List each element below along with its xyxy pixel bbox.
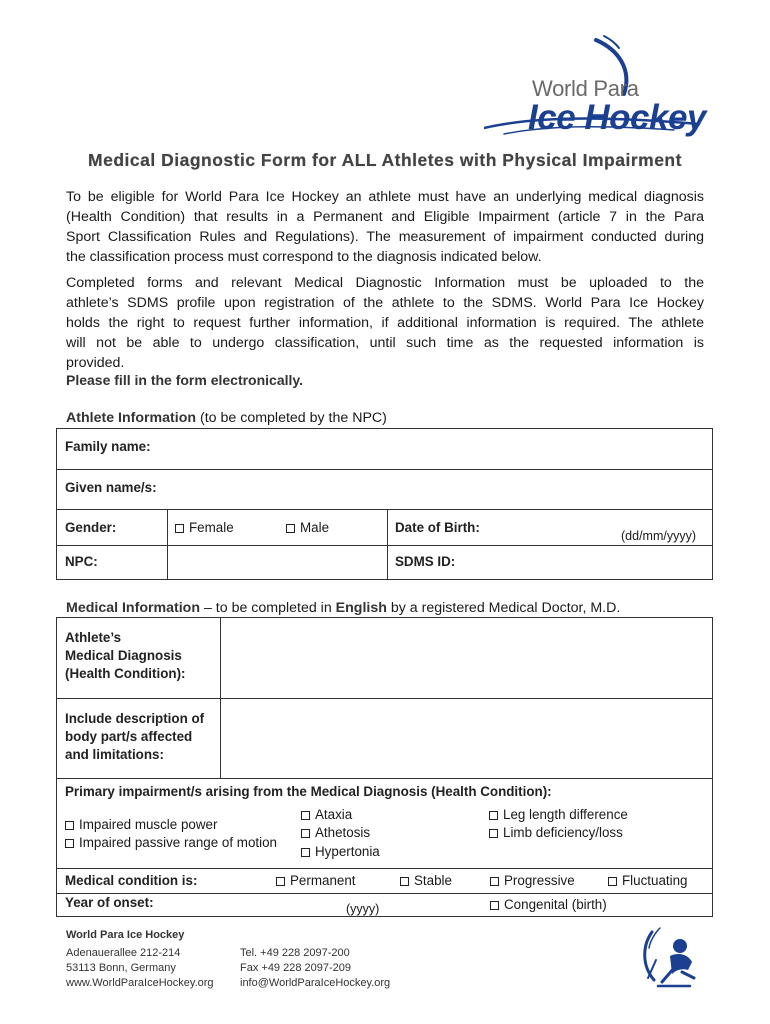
label-line: (Health Condition): [65, 666, 186, 681]
ataxia-option[interactable] [301, 807, 352, 822]
address-line: Adenauerallee 212-214 [66, 947, 181, 959]
option-label: Impaired passive range of motion [79, 835, 277, 850]
logo-text-world-para: World Para [532, 76, 639, 101]
label-line: body part/s affected [65, 729, 193, 744]
option-label: Progressive [504, 873, 575, 888]
congenital-option[interactable] [490, 897, 607, 912]
progressive-checkbox[interactable] [490, 877, 499, 886]
limb-deficiency-checkbox[interactable] [489, 829, 498, 838]
congenital-checkbox[interactable] [490, 901, 499, 910]
fax-number: Fax +49 228 2097-209 [240, 962, 352, 974]
medical-information-heading [66, 600, 620, 616]
athetosis-option[interactable] [301, 825, 370, 840]
male-checkbox[interactable] [286, 524, 295, 533]
ataxia-checkbox[interactable] [301, 811, 310, 820]
label-line: Athlete’s [65, 630, 122, 645]
section-note: by a registered Medical Doctor, M.D. [386, 600, 621, 616]
hypertonia-checkbox[interactable] [301, 848, 310, 857]
family-name-field[interactable] [177, 433, 707, 465]
table-rule [57, 469, 712, 470]
gender-label: Gender: [65, 520, 117, 535]
footer-address [66, 946, 214, 991]
given-names-label: Given name/s: [65, 480, 157, 495]
paragraph-line: provided. [66, 355, 125, 371]
option-label: Limb deficiency/loss [503, 825, 623, 840]
footer-contact [240, 946, 390, 991]
leg-length-difference-checkbox[interactable] [489, 811, 498, 820]
option-label: Congenital (birth) [504, 897, 607, 912]
paragraph-line: Completed forms and relevant Medical Diagnostic Information must be uploaded to the [66, 275, 704, 291]
fluctuating-option[interactable] [608, 873, 688, 888]
year-of-onset-label: Year of onset: [65, 895, 154, 910]
section-note: (to be completed by the NPC) [196, 410, 387, 426]
stable-option[interactable] [400, 873, 452, 888]
permanent-checkbox[interactable] [276, 877, 285, 886]
permanent-option[interactable] [276, 873, 356, 888]
option-label: Leg length difference [503, 807, 628, 822]
option-label: Hypertonia [315, 844, 380, 859]
option-label: Fluctuating [622, 873, 688, 888]
stable-checkbox[interactable] [400, 877, 409, 886]
english-emphasis: English [335, 600, 387, 616]
page-title: Medical Diagnostic Form for ALL Athletes with Physical Impairment [88, 150, 682, 170]
medical-condition-label: Medical condition is: [65, 873, 198, 888]
year-of-onset-format: (yyyy) [346, 902, 380, 916]
gender-male-option[interactable] [286, 520, 329, 535]
impaired-prom-option[interactable] [65, 835, 277, 850]
primary-impairment-label: Primary impairment/s arising from the Medical Diagnosis (Health Condition): [65, 784, 552, 799]
section-title: Medical Information [66, 600, 201, 616]
table-rule [57, 698, 712, 699]
paragraph-line: Sport Classification Rules and Regulations). The measurement of impairment conducted during [66, 229, 704, 245]
eligibility-paragraph [66, 187, 704, 267]
female-label: Female [189, 520, 234, 535]
paragraph-line: holds the right to request further information, if additional information is required. The athlete [66, 315, 704, 331]
paragraph-line: To be eligible for World Para Ice Hockey an athlete must have an underlying medical diagnosis [66, 189, 704, 205]
fluctuating-checkbox[interactable] [608, 877, 617, 886]
leg-length-difference-option[interactable] [489, 807, 628, 822]
limb-deficiency-option[interactable] [489, 825, 623, 840]
table-rule [167, 509, 168, 579]
paragraph-line: (Health Condition) that results in a Permanent and Eligible Impairment (article 7 in the Para [66, 209, 704, 225]
option-label: Stable [414, 873, 452, 888]
table-rule [57, 868, 712, 869]
sdms-id-label: SDMS ID: [395, 554, 456, 569]
date-of-birth-format: (dd/mm/yyyy) [621, 529, 696, 543]
footer-logo-icon [634, 922, 708, 996]
paragraph-line: athlete’s SDMS profile upon registration of the athlete to the SDMS. World Para Ice Hockey [66, 295, 704, 311]
email-link[interactable]: info@WorldParaIceHockey.org [240, 977, 391, 989]
npc-label: NPC: [65, 554, 98, 569]
table-rule [57, 778, 712, 779]
athetosis-checkbox[interactable] [301, 829, 310, 838]
label-line: Include description of [65, 711, 205, 726]
option-label: Athetosis [315, 825, 371, 840]
label-line: Medical Diagnosis [65, 648, 182, 663]
athlete-information-heading [66, 410, 387, 426]
address-line: 53113 Bonn, Germany [66, 962, 176, 974]
female-checkbox[interactable] [175, 524, 184, 533]
logo-text-ice-hockey: Ice Hockey [528, 98, 706, 137]
upload-paragraph [66, 273, 704, 373]
impaired-muscle-power-checkbox[interactable] [65, 821, 74, 830]
year-of-onset-field[interactable] [227, 895, 477, 905]
medical-diagnosis-label [65, 629, 186, 683]
impaired-prom-checkbox[interactable] [65, 839, 74, 848]
given-names-field[interactable] [177, 473, 707, 505]
footer-organization: World Para Ice Hockey [66, 929, 185, 941]
section-note: – to be completed in [200, 600, 336, 616]
body-part-description-label [65, 710, 204, 764]
table-rule [220, 618, 221, 778]
table-rule [57, 893, 712, 894]
progressive-option[interactable] [490, 873, 575, 888]
medical-information-table [56, 617, 713, 917]
impaired-muscle-power-option[interactable] [65, 817, 217, 832]
table-rule [57, 509, 712, 510]
npc-field[interactable] [171, 549, 383, 575]
gender-female-option[interactable] [175, 520, 234, 535]
option-label: Impaired muscle power [79, 817, 218, 832]
family-name-label: Family name: [65, 439, 151, 454]
paragraph-line: will not be able to undergo classification, until such time as the requested information is [66, 335, 704, 351]
table-rule [387, 509, 388, 579]
medical-diagnosis-field[interactable] [227, 622, 707, 694]
sdms-id-field[interactable] [467, 549, 707, 575]
phone-number: Tel. +49 228 2097-200 [240, 947, 350, 959]
male-label: Male [300, 520, 330, 535]
table-rule [57, 545, 712, 546]
date-of-birth-label: Date of Birth: [395, 520, 480, 535]
athlete-information-table [56, 428, 713, 580]
date-of-birth-field[interactable] [487, 513, 707, 527]
world-para-ice-hockey-logo [484, 32, 714, 142]
website-link[interactable]: www.WorldParaIceHockey.org [66, 977, 214, 989]
option-label: Permanent [290, 873, 356, 888]
paragraph-line: the classification process must correspond to the diagnosis indicated below. [66, 249, 542, 265]
option-label: Ataxia [315, 807, 353, 822]
label-line: and limitations: [65, 747, 164, 762]
section-title: Athlete Information [66, 410, 197, 426]
fill-electronically-note: Please fill in the form electronically. [66, 372, 304, 388]
body-part-description-field[interactable] [227, 702, 707, 774]
hypertonia-option[interactable] [301, 844, 380, 859]
